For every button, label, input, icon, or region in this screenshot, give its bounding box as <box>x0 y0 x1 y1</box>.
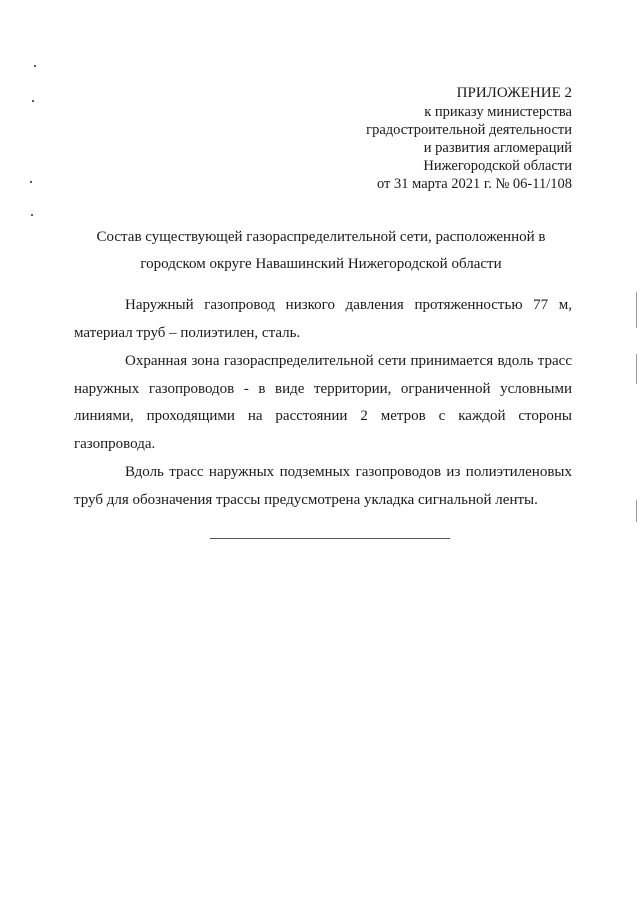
document-body <box>74 292 572 514</box>
scan-speck <box>31 214 33 216</box>
appendix-order-line: от 31 марта 2021 г. № 06-11/108 <box>376 176 572 192</box>
appendix-title: ПРИЛОЖЕНИЕ 2 <box>456 85 572 101</box>
appendix-header <box>366 84 572 193</box>
scan-edge-mark <box>636 292 637 328</box>
scan-speck <box>32 100 34 102</box>
appendix-line: Нижегородской области <box>423 158 572 174</box>
document-title <box>70 224 572 278</box>
appendix-line: к приказу министерства <box>424 104 572 120</box>
scan-edge-mark <box>636 354 637 384</box>
appendix-line: и развития агломераций <box>423 140 572 156</box>
scan-speck <box>30 181 32 183</box>
paragraph-protection-zone: Охранная зона газораспределительной сети принимается вдоль трасс наружных газопроводов - в виде территории, ограниченной условными линиями, проходящими на расстоянии 2 метров с каждой стороны газопровода. <box>74 353 572 452</box>
scan-edge-mark <box>636 500 637 522</box>
appendix-line: градостроительной деятельности <box>366 122 572 138</box>
document-title-line: городском округе Навашинский Нижегородской области <box>140 256 502 272</box>
paragraph-signal-tape: Вдоль трасс наружных подземных газопроводов из полиэтиленовых труб для обозначения трассы предусмотрена укладка сигнальной ленты. <box>74 464 572 508</box>
separator-line <box>210 538 450 539</box>
document-title-line: Состав существующей газораспределительной сети, расположенной в <box>96 229 546 245</box>
scan-speck <box>34 65 36 67</box>
paragraph-pipeline: Наружный газопровод низкого давления протяженностью 77 м, материал труб – полиэтилен, сталь. <box>74 297 572 341</box>
